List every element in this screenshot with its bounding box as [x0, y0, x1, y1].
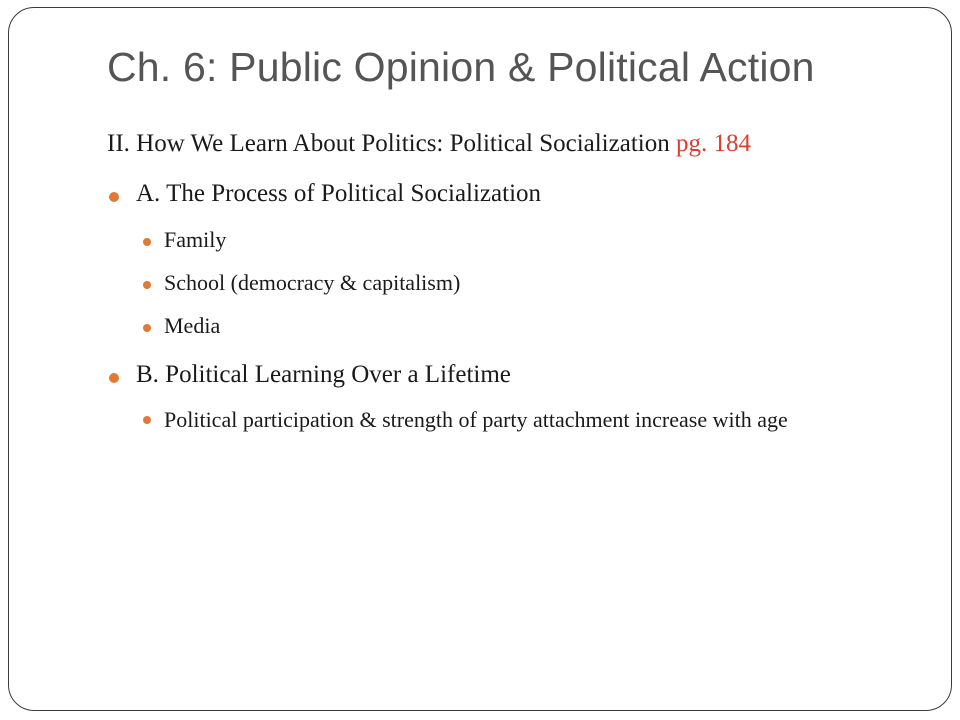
section-heading-b	[136, 361, 511, 389]
bullet-icon	[109, 373, 119, 383]
page-reference: pg. 184	[675, 130, 751, 157]
list-item-media	[164, 313, 220, 339]
list-item-label: Family	[164, 227, 227, 252]
list-item-label: Media	[164, 313, 221, 338]
bullet-icon	[143, 324, 151, 332]
list-item-label: School (democracy & capitalism)	[164, 270, 461, 295]
section-heading-label: A. The Process of Political Socialization	[136, 180, 542, 207]
bullet-icon	[109, 192, 119, 202]
list-item-label: Political participation & strength of party attachment increase with age	[164, 407, 788, 432]
list-item-family	[164, 227, 226, 253]
section-heading-a	[136, 180, 541, 208]
list-item-school	[164, 270, 460, 296]
intro-text: II. How We Learn About Politics: Political Socialization	[107, 130, 676, 157]
section-heading-label: B. Political Learning Over a Lifetime	[136, 361, 511, 388]
slide-frame	[8, 7, 952, 711]
intro-line	[107, 130, 751, 158]
slide-title: Ch. 6: Public Opinion & Political Action	[107, 44, 815, 90]
bullet-icon	[143, 416, 151, 424]
bullet-icon	[143, 281, 151, 289]
bullet-icon	[143, 238, 151, 246]
list-item-participation	[164, 403, 884, 436]
